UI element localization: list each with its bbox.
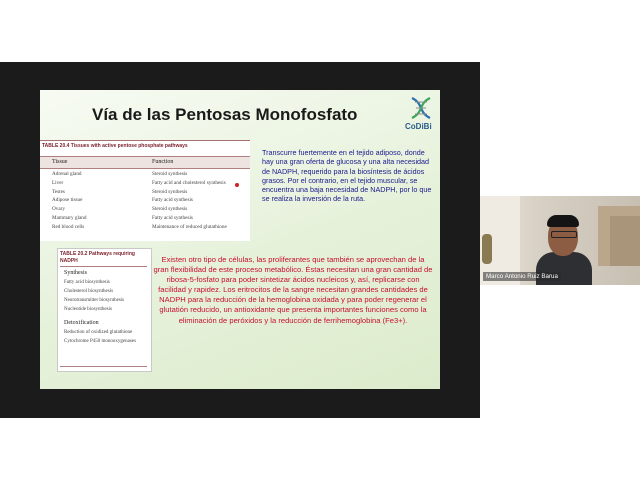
list-item: Neurotransmitter biosynthesis: [64, 298, 125, 303]
list-item: Cytochrome P450 monooxygenases: [64, 339, 136, 344]
tissues-table: [40, 140, 250, 241]
list-item: Fatty acid biosynthesis: [64, 280, 110, 285]
laser-pointer-icon: [235, 183, 239, 187]
table-row: [40, 179, 250, 188]
table-cell: Maintenance of reduced glutathione: [152, 223, 227, 230]
table-cell: Fatty acid synthesis: [152, 197, 193, 204]
table-row: [40, 223, 250, 232]
presentation-slide: [40, 90, 440, 389]
participant-hair: [547, 215, 579, 227]
table-row: [40, 170, 250, 179]
table-cell: Mammary gland: [52, 214, 87, 221]
table-cell: Adrenal gland: [52, 171, 82, 177]
section-heading-synthesis: Synthesis: [64, 270, 88, 276]
section-heading-detoxification: Detoxification: [64, 320, 99, 326]
table-row: [40, 214, 250, 223]
participant-video-tile[interactable]: [480, 196, 640, 285]
table-caption: TABLE 20.2 Pathways requiring NADPH: [60, 251, 135, 264]
participant-name-label: Marco Antonio Ruiz Barua: [483, 272, 561, 281]
adipose-tissue-paragraph: Transcurre fuertemente en el tejido adiposo, donde hay una gran oferta de glucosa y una alta necesidad de NADPH, requerido para la biosíntesis de ácidos grasos. Por el contrario, en el tejido muscular, se encuentra una baja necesidad de NADPH, por lo que se realiza la inversión de la ruta.: [262, 148, 432, 204]
glasses-icon: [551, 231, 577, 238]
table-header: [40, 156, 250, 169]
table-cell: Adipose tissue: [52, 197, 83, 204]
table-body: [40, 170, 250, 232]
table-cell: Steroid synthesis: [152, 188, 188, 195]
table-cell: Fatty acid synthesis: [152, 214, 193, 221]
slide-title: Vía de las Pentosas Monofosfato: [92, 105, 358, 124]
table-row: [40, 205, 250, 214]
table-divider: [60, 366, 147, 367]
proliferating-cells-paragraph: Existen otro tipo de células, las proliferantes que también se aprovechan de la gran flexibilidad de este proceso metabólico. Éstas necesitan una gran cantidad de ribosa-5-fosfato para poder sintetizar ácidos nucleicos y, así, replicarse con facilidad y rapidez. Los eritrocitos de la sangre necesitan grandes cantidades de NADPH para la reducción de la hemoglobina oxidada y para poder regenerar el glutatión reducido, un antioxidante que presenta importantes funciones como la eliminación de peróxidos y la reducción de ferrihemoglobina (Fe3+).: [153, 255, 433, 325]
list-item: Nucleotide biosynthesis: [64, 307, 112, 312]
table-row: [40, 196, 250, 205]
logo-text: CoDiBi: [405, 122, 432, 131]
pathways-table: [57, 248, 152, 372]
table-row: [40, 188, 250, 197]
column-header-function: Function: [152, 159, 174, 165]
table-cell: Steroid synthesis: [152, 206, 188, 213]
list-item: Reduction of oxidized glutathione: [64, 330, 133, 335]
top-margin: [0, 0, 640, 62]
table-cell: Ovary: [52, 206, 65, 213]
table-cell: Liver: [52, 179, 64, 186]
list-item: Cholesterol biosynthesis: [64, 289, 114, 294]
table-cell: Testes: [52, 188, 65, 195]
bottom-margin: [0, 418, 640, 480]
background-object: [482, 234, 492, 264]
table-cell: Red blood cells: [52, 223, 85, 230]
column-header-tissue: Tissue: [52, 159, 68, 165]
background-cabinet: [610, 216, 640, 266]
table-caption: TABLE 20.4 Tissues with active pentose phosphate pathways: [42, 143, 188, 149]
table-divider: [60, 266, 147, 267]
table-cell: Fatty acid and cholesterol synthesis: [152, 179, 226, 186]
table-cell: Steroid synthesis: [152, 171, 188, 177]
